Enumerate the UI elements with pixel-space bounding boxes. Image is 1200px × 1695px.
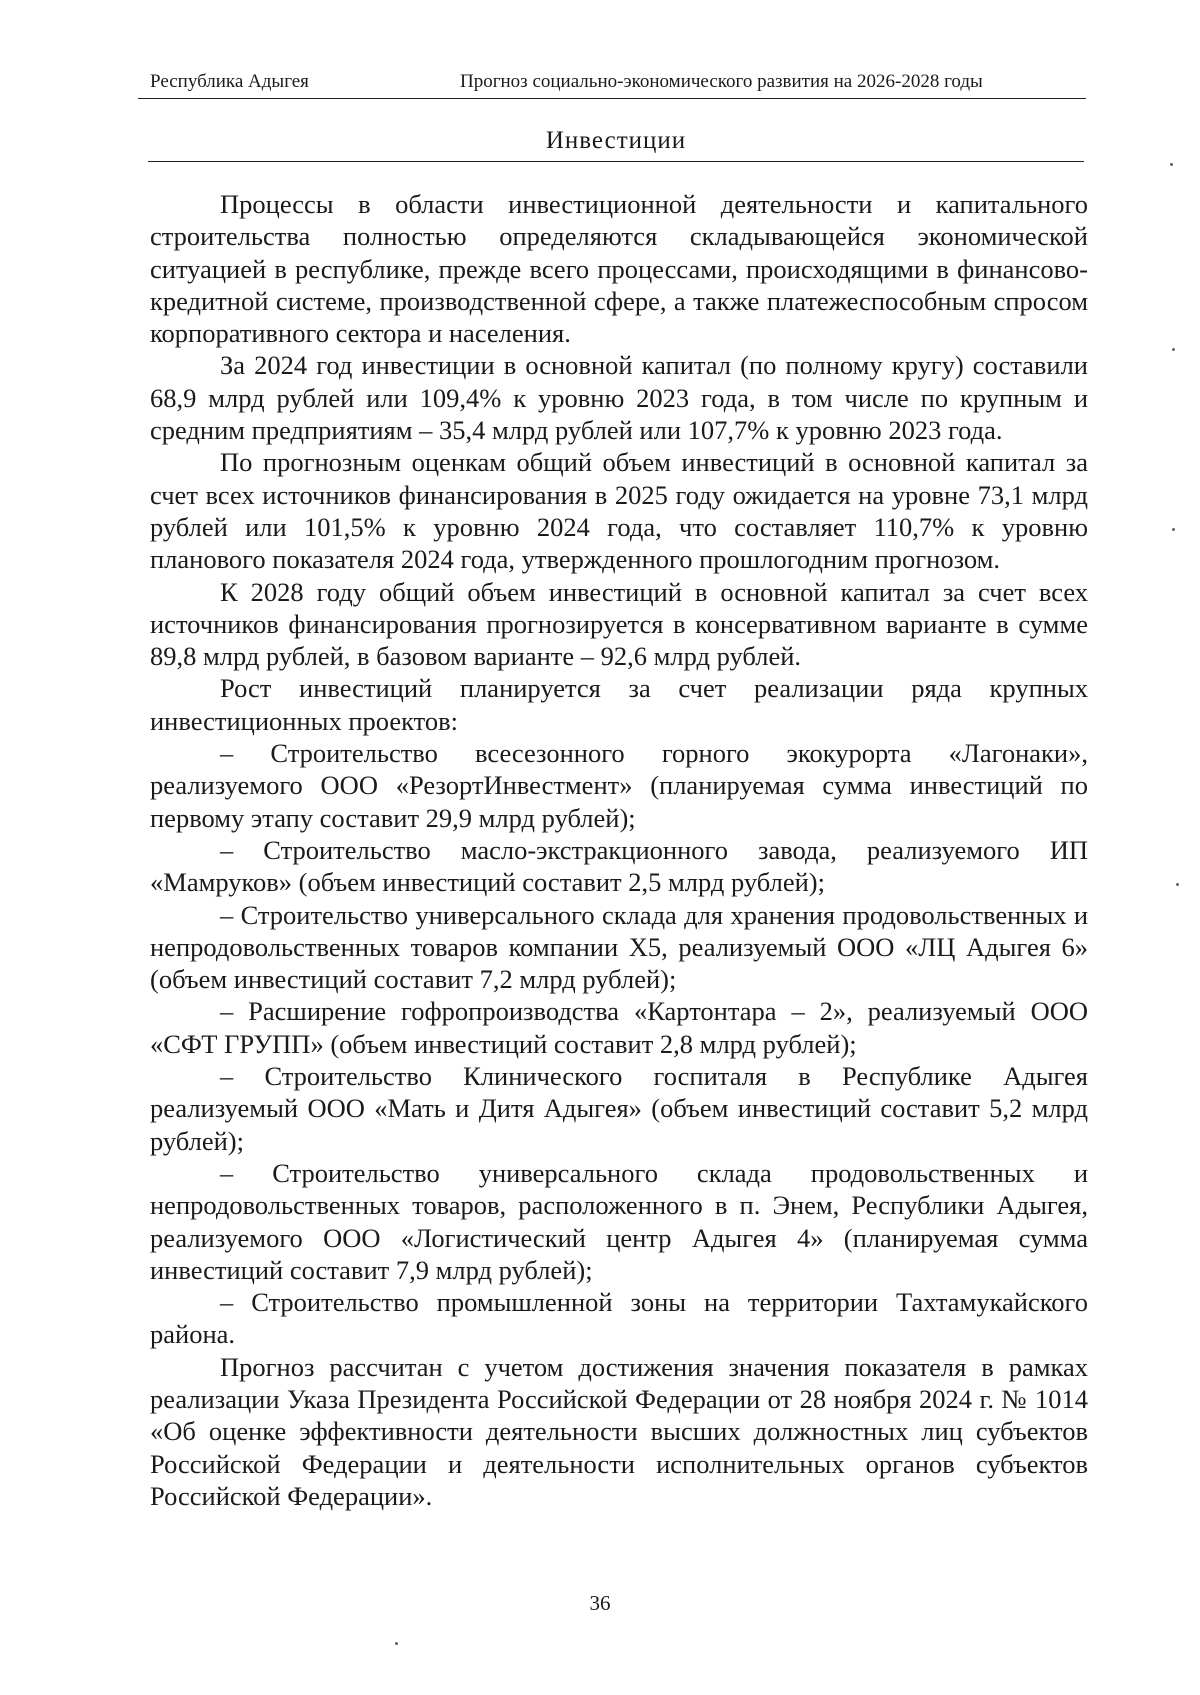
scan-speck: [1172, 348, 1175, 351]
paragraph: К 2028 году общий объем инвестиций в основной капитал за счет всех источников финансирования прогнозируется в консервативном варианте в сумме 89,8 млрд рублей, в базовом варианте – 92,6 млрд рублей.: [150, 576, 1088, 672]
paragraph: По прогнозным оценкам общий объем инвестиций в основной капитал за счет всех источников финансирования в 2025 году ожидается на уровне 73,1 млрд рублей или 101,5% к уровню 2024 года, что составляет 110,7% к уровню планового показателя 2024 года, утвержденного прошлогодним прогнозом.: [150, 447, 1088, 575]
project-list-item: – Строительство универсального склада продовольственных и непродовольственных товаров, расположенного в п. Энем, Республики Адыгея, реализуемого ООО «Логистический центр Адыгея 4» (планируемая сумма инвестиций составит 7,9 млрд рублей);: [150, 1157, 1088, 1285]
header-document-title: Прогноз социально-экономического развития на 2026-2028 годы: [460, 71, 983, 92]
scan-speck: [395, 1642, 398, 1645]
paragraph: Процессы в области инвестиционной деятельности и капитального строительства полностью определяются складывающейся экономической ситуацией в республике, прежде всего процессами, происходящими в финансово-кредитной системе, производственной сфере, а также платежеспособным спросом корпоративного сектора и населения.: [150, 189, 1088, 349]
project-list-item: – Строительство Клинического госпиталя в Республике Адыгея реализуемый ООО «Мать и Дитя Адыгея» (объем инвестиций составит 5,2 млрд рублей);: [150, 1061, 1088, 1156]
scan-speck: [1172, 528, 1175, 531]
scan-speck: [1176, 883, 1179, 886]
body-text: [150, 188, 1088, 1512]
paragraph: За 2024 год инвестиции в основной капитал (по полному кругу) составили 68,9 млрд рублей или 109,4% к уровню 2023 года, в том числе по крупным и средним предприятиям – 35,4 млрд рублей или 107,7% к уровню 2023 года.: [150, 350, 1088, 446]
closing-paragraph: Прогноз рассчитан с учетом достижения значения показателя в рамках реализации Указа Президента Российской Федерации от 28 ноября 2024 г. № 1014 «Об оценке эффективности деятельности высших должностных лиц субъектов Российской Федерации и деятельности исполнительных органов субъектов Российской Федерации».: [150, 1351, 1088, 1511]
project-list-item: – Расширение гофропроизводства «Картонтара – 2», реализуемый ООО «СФТ ГРУПП» (объем инвестиций составит 2,8 млрд рублей);: [150, 996, 1088, 1059]
project-list-item: – Строительство масло-экстракционного завода, реализуемого ИП «Мамруков» (объем инвестиций составит 2,5 млрд рублей);: [150, 834, 1088, 898]
scan-speck: [1170, 163, 1173, 166]
section-title: Инвестиции: [148, 123, 1084, 162]
project-list-item: – Строительство промышленной зоны на территории Тахтамукайского района.: [150, 1287, 1088, 1350]
project-list-item: – Строительство универсального склада для хранения продовольственных и непродовольственных товаров компании X5, реализуемый ООО «ЛЦ Адыгея 6» (объем инвестиций составит 7,2 млрд рублей);: [150, 899, 1088, 995]
paragraph: Рост инвестиций планируется за счет реализации ряда крупных инвестиционных проектов:: [150, 673, 1088, 736]
header-region: Республика Адыгея: [150, 71, 309, 92]
running-header: [138, 68, 1086, 99]
page-number: 36: [589, 1591, 611, 1615]
project-list-item: – Строительство всесезонного горного экокурорта «Лагонаки», реализуемого ООО «РезортИнвестмент» (планируемая сумма инвестиций по первому этапу составит 29,9 млрд рублей);: [150, 738, 1088, 833]
